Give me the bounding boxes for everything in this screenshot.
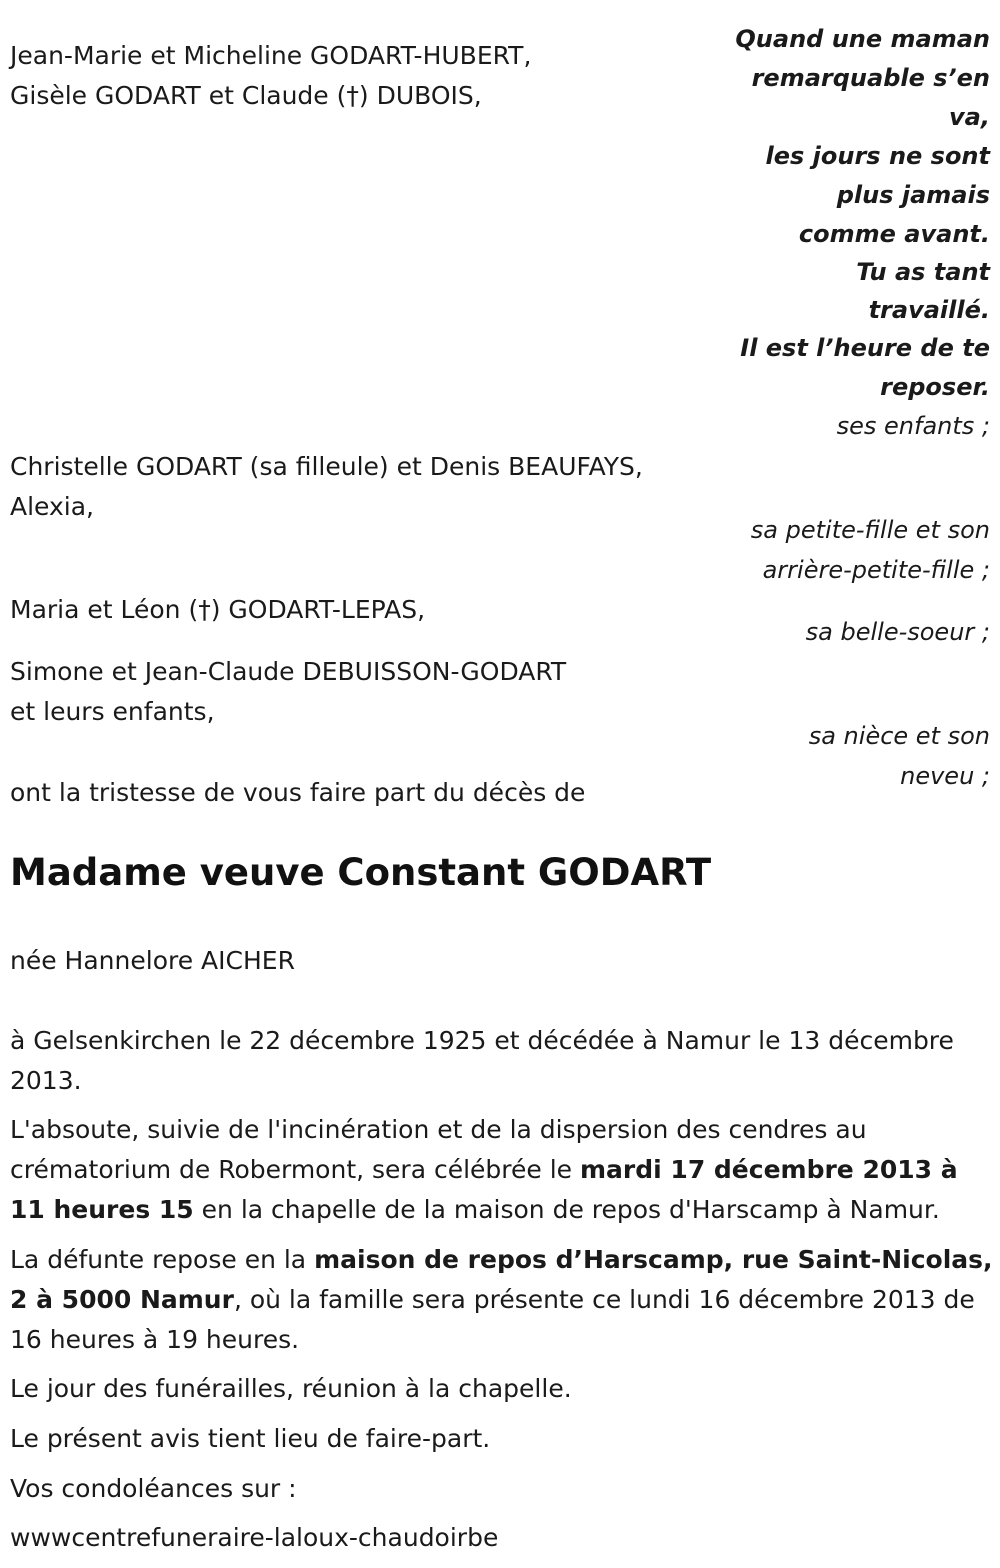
poem-line: Quand une maman bbox=[735, 25, 990, 53]
ceremony-text: L'absoute, suivie de l'incinération et de la dispersion des cendres au crématorium de Robermont, sera célébrée le bbox=[10, 1115, 867, 1184]
poem-line: travaillé. bbox=[868, 296, 990, 324]
family-group-granddaughter bbox=[10, 447, 643, 527]
ceremony-location: en la chapelle de la maison de repos d'Harscamp à Namur. bbox=[193, 1195, 940, 1224]
visitation-address: maison de repos d’Harscamp, rue Saint-Nicolas, 2 à 5000 Namur bbox=[10, 1245, 993, 1314]
birth-death-paragraph: à Gelsenkirchen le 22 décembre 1925 et décédée à Namur le 13 décembre 2013. bbox=[10, 1026, 954, 1095]
announcement-text: ont la tristesse de vous faire part du décès de bbox=[10, 778, 586, 807]
relation-niece bbox=[809, 716, 990, 796]
family-line: Gisèle GODART et Claude (†) DUBOIS, bbox=[10, 81, 482, 110]
poem-line: Tu as tant bbox=[856, 258, 990, 286]
deceased-name: Madame veuve Constant GODART bbox=[10, 851, 712, 894]
condolences-label: Vos condoléances sur : bbox=[10, 1474, 297, 1503]
poem-line: remarquable s’en bbox=[751, 64, 990, 92]
poem-line: plus jamais bbox=[836, 181, 990, 209]
family-line: Simone et Jean-Claude DEBUISSON-GODART bbox=[10, 657, 567, 686]
ceremony-paragraph bbox=[10, 1110, 995, 1230]
visitation-paragraph bbox=[10, 1240, 995, 1360]
family-line: Jean-Marie et Micheline GODART-HUBERT, bbox=[10, 41, 532, 70]
relation-line: sa petite-fille et son bbox=[750, 516, 990, 544]
relation-sister-in-law: sa belle-soeur ; bbox=[805, 618, 990, 646]
born-name: née Hannelore AICHER bbox=[10, 946, 295, 975]
poem bbox=[735, 20, 990, 407]
condolences-website-link[interactable]: wwwcentrefuneraire-laloux-chaudoirbe bbox=[10, 1523, 499, 1552]
funeral-day-paragraph: Le jour des funérailles, réunion à la chapelle. bbox=[10, 1374, 572, 1403]
relation-line: sa nièce et son bbox=[808, 722, 990, 750]
family-line: Maria et Léon (†) GODART-LEPAS, bbox=[10, 595, 426, 624]
family-line: et leurs enfants, bbox=[10, 697, 215, 726]
family-line: Alexia, bbox=[10, 492, 94, 521]
relation-children: ses enfants ; bbox=[836, 412, 990, 440]
family-group-children bbox=[10, 36, 531, 116]
family-group-niece bbox=[10, 652, 566, 732]
poem-line: Il est l’heure de te bbox=[740, 334, 990, 362]
visitation-text: La défunte repose en la bbox=[10, 1245, 315, 1274]
notice-paragraph: Le présent avis tient lieu de faire-part. bbox=[10, 1424, 491, 1453]
relation-granddaughter bbox=[751, 510, 990, 590]
visitation-schedule: , où la famille sera présente ce lundi 16 décembre 2013 de 16 heures à 19 heures. bbox=[10, 1285, 975, 1354]
relation-line: neveu ; bbox=[900, 762, 990, 790]
poem-line: reposer. bbox=[880, 373, 990, 401]
family-line: Christelle GODART (sa filleule) et Denis BEAUFAYS, bbox=[10, 452, 643, 481]
family-group-sister-in-law bbox=[10, 590, 425, 630]
poem-line: comme avant. bbox=[798, 220, 990, 248]
ceremony-datetime: mardi 17 décembre 2013 à 11 heures 15 bbox=[10, 1155, 958, 1224]
relation-line: arrière-petite-fille ; bbox=[762, 556, 990, 584]
poem-line: va, bbox=[949, 103, 990, 131]
poem-line: les jours ne sont bbox=[765, 142, 990, 170]
